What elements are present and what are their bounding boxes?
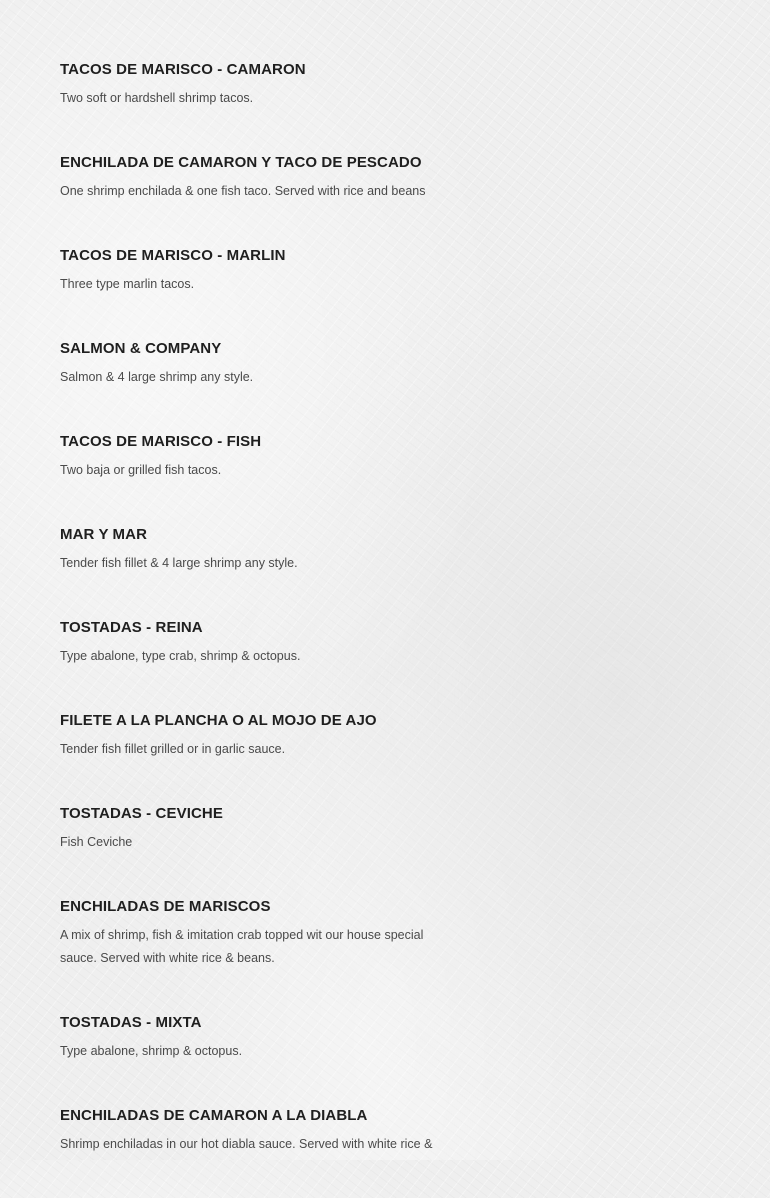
menu-item-title: TOSTADAS - REINA xyxy=(60,619,203,636)
menu-item-title: TOSTADAS - MIXTA xyxy=(60,1014,202,1031)
menu-item-description: Tender fish fillet & 4 large shrimp any style. xyxy=(60,556,298,570)
menu-item-description: Three type marlin tacos. xyxy=(60,277,195,291)
menu-item-description: Fish Ceviche xyxy=(60,835,133,849)
menu-item-description: One shrimp enchilada & one fish taco. Served with rice and beans xyxy=(60,184,426,198)
menu-item-description: Tender fish fillet grilled or in garlic sauce. xyxy=(60,742,286,756)
menu-item-title: TACOS DE MARISCO - FISH xyxy=(60,433,262,450)
menu-list xyxy=(60,59,450,1198)
menu-item-title: ENCHILADAS DE MARISCOS xyxy=(60,898,271,915)
menu-item xyxy=(60,710,450,803)
menu-item xyxy=(60,338,450,431)
menu-item-description: A mix of shrimp, fish & imitation crab topped wit our house special sauce. Served with white rice & beans. xyxy=(60,928,424,965)
menu-item-title: FILETE A LA PLANCHA O AL MOJO DE AJO xyxy=(60,712,377,729)
menu-item xyxy=(60,803,450,896)
menu-item xyxy=(60,617,450,710)
menu-item-title: TACOS DE MARISCO - MARLIN xyxy=(60,247,286,264)
menu-item xyxy=(60,245,450,338)
menu-item xyxy=(60,1012,450,1105)
menu-item xyxy=(60,431,450,524)
menu-item xyxy=(60,1105,450,1198)
menu-item-description: Type abalone, shrimp & octopus. xyxy=(60,1044,243,1058)
menu-item-description: Two soft or hardshell shrimp tacos. xyxy=(60,91,254,105)
menu-item-title: MAR Y MAR xyxy=(60,526,148,543)
menu-item xyxy=(60,59,450,152)
menu-item-title: ENCHILADAS DE CAMARON A LA DIABLA xyxy=(60,1107,368,1124)
menu-item-description: Shrimp enchiladas in our hot diabla sauce. Served with white rice & xyxy=(60,1137,433,1151)
menu-item xyxy=(60,896,450,1012)
menu-item-title: SALMON & COMPANY xyxy=(60,340,222,357)
menu-item-title: TOSTADAS - CEVICHE xyxy=(60,805,223,822)
menu-item-description: Two baja or grilled fish tacos. xyxy=(60,463,222,477)
menu-item xyxy=(60,524,450,617)
menu-item-title: TACOS DE MARISCO - CAMARON xyxy=(60,61,306,78)
menu-item-description: Type abalone, type crab, shrimp & octopus. xyxy=(60,649,301,663)
menu-item-description: Salmon & 4 large shrimp any style. xyxy=(60,370,254,384)
menu-item-title: ENCHILADA DE CAMARON Y TACO DE PESCADO xyxy=(60,154,422,171)
menu-item xyxy=(60,152,450,245)
